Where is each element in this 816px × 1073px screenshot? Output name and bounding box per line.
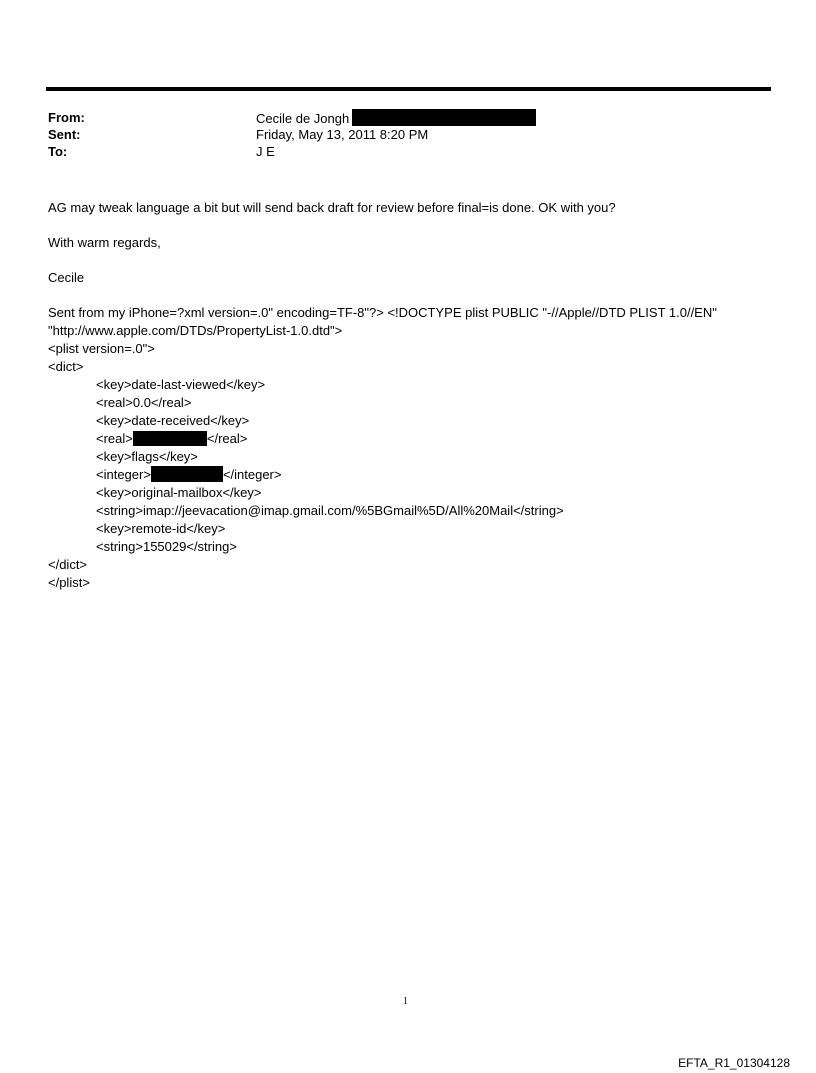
integer-close-tag: </integer>: [222, 467, 282, 482]
plist-block: [48, 304, 768, 592]
key-original-mailbox: <key>original-mailbox</key>: [96, 485, 262, 500]
plist-open-tag: <plist version=.0">: [48, 341, 155, 356]
message-paragraph: AG may tweak language a bit but will send back draft for review before final=is done. OK with you?: [48, 200, 616, 215]
real-open-tag: <real>: [96, 431, 133, 446]
real-close-tag: </real>: [206, 431, 248, 446]
email-body: [48, 199, 768, 592]
dtd-url-line: "http://www.apple.com/DTDs/PropertyList-1.0.dtd">: [48, 323, 343, 338]
key-date-received: <key>date-received</key>: [96, 413, 250, 428]
key-date-last-viewed: <key>date-last-viewed</key>: [96, 377, 266, 392]
dict-open-tag: <dict>: [48, 359, 84, 374]
redaction-box: [352, 109, 536, 126]
header-rule: [46, 87, 771, 91]
signature-name: Cecile: [48, 270, 85, 285]
key-remote-id: <key>remote-id</key>: [96, 521, 226, 536]
from-name: Cecile de Jongh: [256, 111, 350, 126]
redaction-box: [151, 466, 223, 482]
string-original-mailbox: <string>imap://jeevacation@imap.gmail.com/%5BGmail%5D/All%20Mail</string>: [96, 503, 564, 518]
page-number: 1: [403, 996, 408, 1007]
to-value: J E: [256, 144, 275, 159]
integer-flags: [48, 466, 768, 484]
real-date-received: [48, 430, 768, 448]
sent-value: Friday, May 13, 2011 8:20 PM: [256, 127, 429, 142]
integer-open-tag: <integer>: [96, 467, 151, 482]
redaction-box: [133, 431, 207, 446]
plist-close-tag: </plist>: [48, 575, 90, 590]
sent-label: Sent:: [48, 127, 81, 142]
real-date-last-viewed: <real>0.0</real>: [96, 395, 192, 410]
from-label: From:: [48, 110, 85, 125]
dict-close-tag: </dict>: [48, 557, 88, 572]
from-value: [256, 109, 536, 127]
closing-line: With warm regards,: [48, 235, 161, 250]
sent-from-line: Sent from my iPhone=?xml version=.0" encoding=TF-8"?> <!DOCTYPE plist PUBLIC "-//Apple//DTD PLIST 1.0//EN": [48, 305, 717, 320]
to-label: To:: [48, 144, 68, 159]
key-flags: <key>flags</key>: [96, 449, 198, 464]
string-remote-id: <string>155029</string>: [96, 539, 237, 554]
document-id: EFTA_R1_01304128: [678, 1056, 790, 1070]
